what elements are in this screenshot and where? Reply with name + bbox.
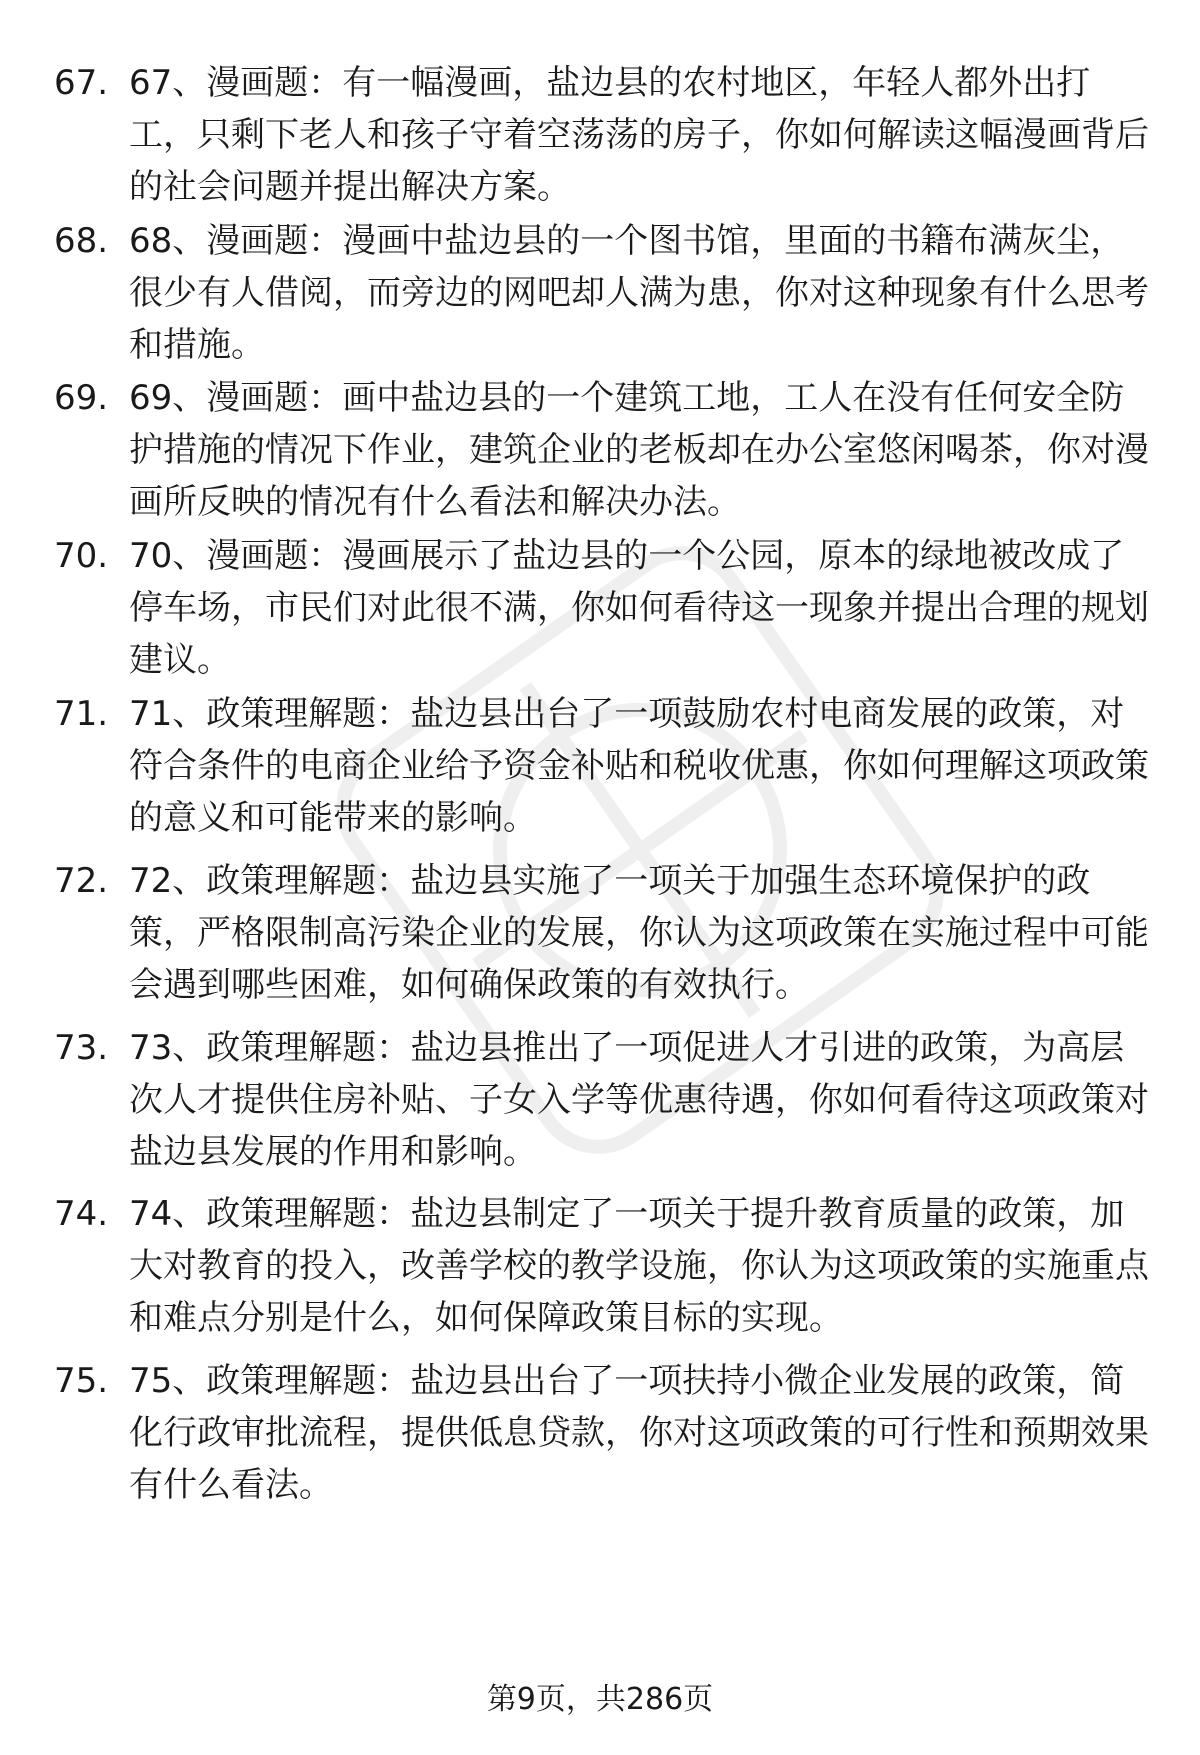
question-text: 68、漫画题：漫画中盐边县的一个图书馆，里面的书籍布满灰尘，很少有人借阅，而旁边的网吧却人满为患，你对这种现象有什么思考和措施。 — [129, 221, 1149, 365]
question-text: 67、漫画题：有一幅漫画，盐边县的农村地区，年轻人都外出打工，只剩下老人和孩子守着空荡荡的房子，你如何解读这幅漫画背后的社会问题并提出解决方案。 — [129, 63, 1149, 207]
question-text: 72、政策理解题：盐边县实施了一项关于加强生态环境保护的政策，严格限制高污染企业的发展，你认为这项政策在实施过程中可能会遇到哪些困难，如何确保政策的有效执行。 — [129, 861, 1149, 1005]
question-number: 68. — [54, 221, 109, 261]
question-number: 70. — [54, 536, 109, 576]
question-number: 73. — [54, 1028, 109, 1068]
question-number: 67. — [54, 63, 109, 103]
question-number: 69. — [54, 378, 109, 418]
question-number: 71. — [54, 694, 109, 734]
page-footer: 第9页，共286页 — [486, 1682, 714, 1717]
question-number: 75. — [54, 1361, 109, 1401]
question-text: 69、漫画题：画中盐边县的一个建筑工地，工人在没有任何安全防护措施的情况下作业，建筑企业的老板却在办公室悠闲喝茶，你对漫画所反映的情况有什么看法和解决办法。 — [129, 378, 1149, 522]
question-text: 70、漫画题：漫画展示了盐边县的一个公园，原本的绿地被改成了停车场，市民们对此很不满，你如何看待这一现象并提出合理的规划建议。 — [129, 536, 1149, 680]
question-text: 73、政策理解题：盐边县推出了一项促进人才引进的政策，为高层次人才提供住房补贴、子女入学等优惠待遇，你如何看待这项政策对盐边县发展的作用和影响。 — [129, 1028, 1149, 1172]
question-text: 74、政策理解题：盐边县制定了一项关于提升教育质量的政策，加大对教育的投入，改善学校的教学设施，你认为这项政策的实施重点和难点分别是什么，如何保障政策目标的实现。 — [129, 1194, 1149, 1338]
question-text: 71、政策理解题：盐边县出台了一项鼓励农村电商发展的政策，对符合条件的电商企业给予资金补贴和税收优惠，你如何理解这项政策的意义和可能带来的影响。 — [129, 694, 1149, 838]
question-text: 75、政策理解题：盐边县出台了一项扶持小微企业发展的政策，简化行政审批流程，提供低息贷款，你对这项政策的可行性和预期效果有什么看法。 — [129, 1361, 1149, 1505]
question-number: 72. — [54, 861, 109, 901]
question-number: 74. — [54, 1194, 109, 1234]
